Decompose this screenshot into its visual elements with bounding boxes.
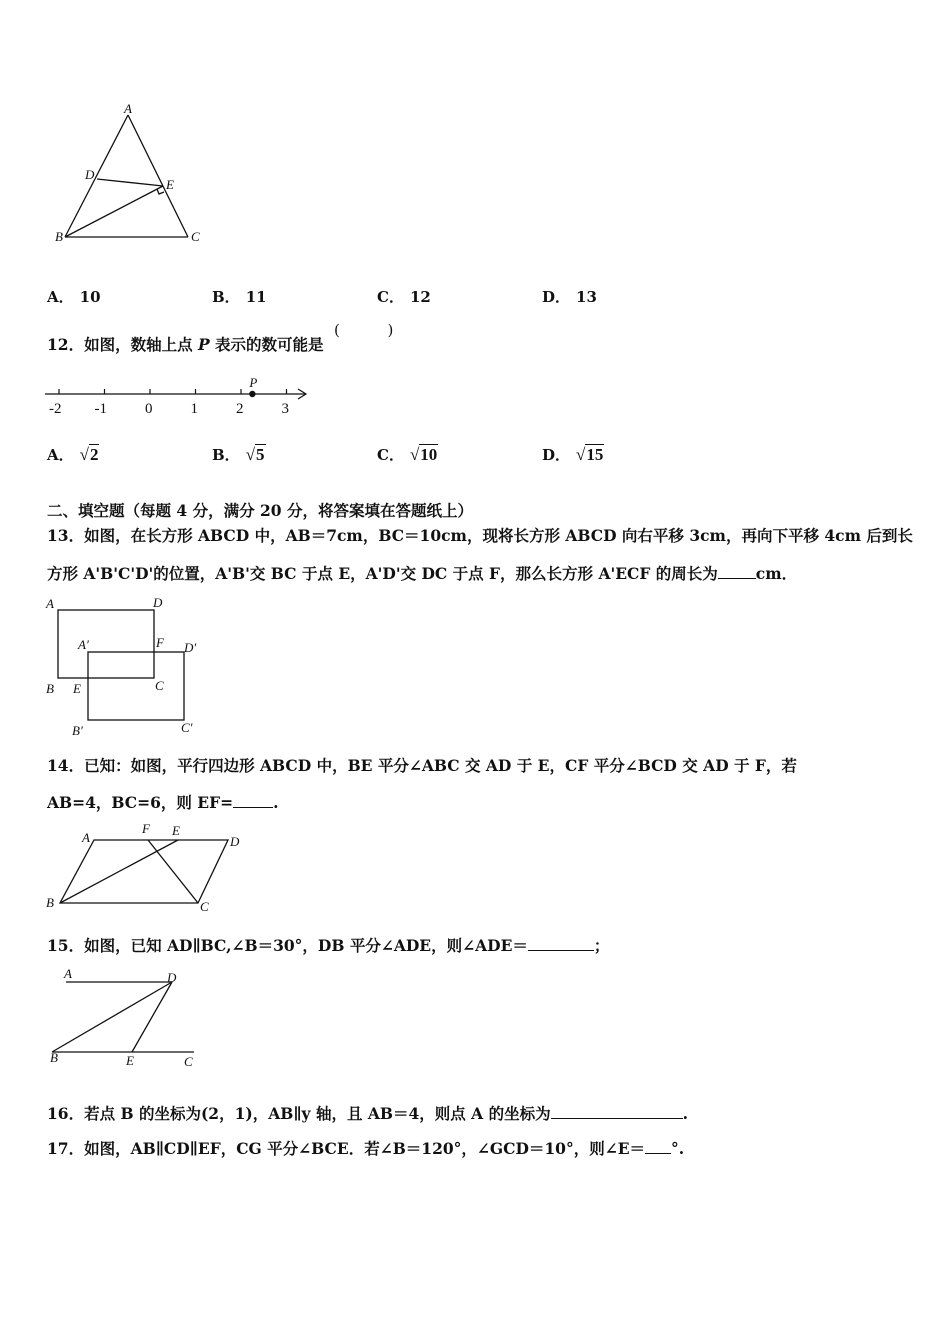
q11-triangle-figure — [45, 100, 215, 250]
sqrt-5: √5 — [245, 445, 265, 464]
q17-stem: 17．如图，AB∥CD∥EF，CG 平分∠BCE．若∠B＝120°，∠GCD＝10°，则∠E＝ °. — [47, 1139, 685, 1158]
q13-line1: 13．如图，在长方形 ABCD 中，AB＝7cm，BC＝10cm，现将长方形 ABCD 向右平移 3cm，再向下平移 4cm 后到长 — [47, 526, 913, 545]
label-c: C — [191, 229, 200, 244]
sqrt-10: √10 — [409, 445, 438, 464]
q13-rectangles-figure — [40, 592, 220, 742]
q12-number-line — [40, 372, 320, 418]
q15-figure — [44, 964, 214, 1076]
tick-label: -1 — [94, 401, 107, 417]
label-a: A — [82, 830, 90, 845]
label-c: C — [200, 899, 209, 914]
label-f: F — [156, 635, 164, 650]
label-b: B — [46, 895, 54, 910]
label-e: E — [166, 177, 174, 192]
label-d: D — [85, 167, 95, 182]
label-b: B — [55, 229, 63, 244]
parallelogram-abcd — [60, 840, 228, 903]
label-c: C — [184, 1054, 193, 1069]
q11-option-d[interactable]: D． 13 — [542, 288, 597, 306]
label-c: C — [155, 678, 164, 693]
label-b: B — [46, 681, 54, 696]
q14-line1: 14．已知：如图，平行四边形 ABCD 中，BE 平分∠ABC 交 AD 于 E，CF 平分∠BCD 交 AD 于 F，若 — [47, 756, 797, 775]
label-e: E — [73, 681, 81, 696]
right-angle-mark — [157, 189, 164, 194]
tick-label: 0 — [145, 401, 153, 417]
side-ab — [65, 115, 128, 237]
label-d: D — [230, 834, 240, 849]
q11-option-c[interactable]: C． 12 — [377, 288, 431, 306]
q14-parallelogram-figure — [40, 818, 250, 916]
label-b-prime: B′ — [72, 723, 83, 738]
q12-option-c[interactable]: C． √10 — [377, 445, 438, 464]
q11-option-a[interactable]: A． 10 — [47, 288, 101, 306]
q13-line2: 方形 A'B'C'D'的位置，A'B'交 BC 于点 E，A'D'交 DC 于点 F，那么长方形 A'ECF 的周长为 cm． — [47, 564, 798, 583]
label-d: D — [167, 970, 177, 985]
section2-title: 二、填空题（每题 4 分，满分 20 分，将答案填在答题纸上） — [47, 501, 473, 520]
side-ac — [128, 115, 188, 237]
q13-answer-blank[interactable] — [718, 564, 756, 579]
tick-label: 1 — [190, 401, 198, 417]
q15-stem: 15．如图，已知 AD∥BC,∠B＝30°，DB 平分∠ADE，则∠ADE＝ ； — [47, 936, 610, 955]
q14-answer-blank[interactable] — [233, 793, 273, 808]
q17-answer-blank[interactable] — [645, 1139, 671, 1154]
label-a-prime: A′ — [78, 637, 89, 652]
segment-be — [65, 186, 163, 237]
q12-answer-paren: ( ) — [334, 321, 394, 339]
segment-de — [132, 982, 172, 1052]
sqrt-15: √15 — [576, 445, 604, 464]
q12-option-d[interactable]: D． √15 — [542, 445, 604, 464]
label-a: A — [124, 101, 132, 116]
q11-option-b[interactable]: B． 11 — [212, 288, 267, 306]
label-e: E — [172, 823, 180, 838]
q16-stem: 16．若点 B 的坐标为(2，1)，AB∥y 轴，且 AB＝4，则点 A 的坐标为 . — [47, 1104, 688, 1123]
sqrt-2: √2 — [79, 445, 99, 464]
q12-option-a[interactable]: A． √2 — [47, 445, 99, 464]
label-a: A — [64, 966, 72, 981]
tick-label: 3 — [281, 401, 289, 417]
segment-cf — [148, 840, 198, 903]
label-e: E — [126, 1053, 134, 1068]
label-a: A — [46, 596, 54, 611]
segment-de — [97, 179, 163, 186]
label-f: F — [142, 821, 150, 836]
point-p-label: P — [249, 375, 258, 390]
tick-label: 2 — [236, 401, 244, 417]
point-p — [249, 391, 255, 397]
label-b: B — [50, 1050, 58, 1065]
label-d-prime: D′ — [184, 640, 197, 655]
label-c-prime: C′ — [181, 720, 193, 735]
rectangle-a1b1c1d1 — [88, 652, 184, 720]
q12-option-b[interactable]: B． √5 — [212, 445, 265, 464]
label-d: D — [153, 595, 163, 610]
tick-label: -2 — [49, 401, 62, 417]
segment-db — [52, 982, 172, 1052]
rectangle-abcd — [58, 610, 154, 678]
q12-stem: 12．如图，数轴上点 P 表示的数可能是 — [47, 335, 324, 354]
q14-line2: AB=4，BC=6，则 EF= . — [47, 793, 279, 812]
q16-answer-blank[interactable] — [551, 1104, 683, 1119]
q15-answer-blank[interactable] — [528, 936, 594, 951]
